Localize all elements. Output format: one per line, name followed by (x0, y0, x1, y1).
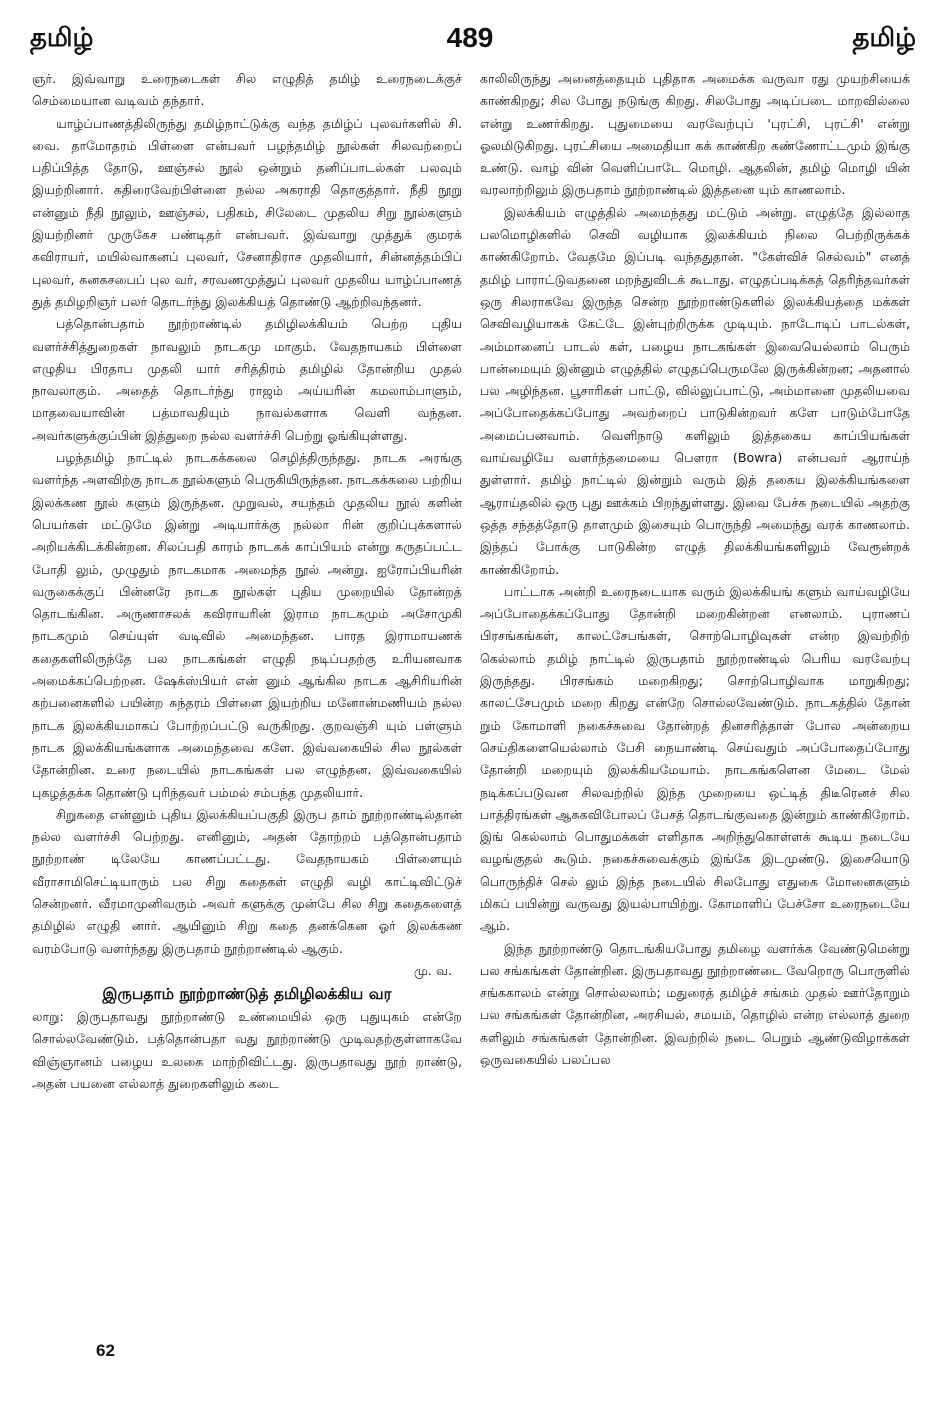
right-column (480, 68, 910, 1330)
running-header-left: தமிழ் (30, 23, 94, 53)
author-signature: மு. வ. (413, 962, 452, 978)
paragraph: பழந்தமிழ் நாட்டில் நாடகக்கலை செழித்திருந்தது. நாடக அரங்கு வளர்ந்த அளவிற்கு நாடக நூல்களும் பெருகியிருந்தன. நாடகக்கலை பற்றிய இலக்கண நூல் களும் இருந்தன. முறுவல், சயந்தம் முதலிய நூல் களின் பெயர்கள் மட்டுமே இன்று அடியார்க்கு நல்லா ரின் குறிப்புக்களால் அறியக்கிடக்கின்றன. சிலப்பதி காரம் நாடகக் காப்பியம் என்று கருதப்பட்ட போதி லும், முழுதும் நாடகமாக அமைந்த நூல் அன்று. ஐரோப்பியரின் வருகைக்குப் பின்னரே நாடக நூல்கள் புதிய முறையில் தோன்றத் தொடங்கின. அருணாசலக் கவிராயரின் இராம நாடகமும் அசோமுகி நாடகமும் செய்யுள் வடிவில் அமைந்தன. பாரத இராமாயணக் கதைகளிலிருந்தே பல நாடகங்கள் எழுதி நடிப்பதற்கு உரியனவாக அமைக்கப்பெற்றன. ஷேக்ஸ்பியர் என் னும் ஆங்கில நாடக ஆசிரியரின் கற்பனைகளில் பயின்ற சுந்தரம் பிள்ளை இயற்றிய மனோன்மணியம் நல்ல நாடக இலக்கியமாகப் போற்றப்பட்டு வருகிறது. குறவஞ்சி யும் பள்ளும் நாடக இலக்கியங்களாக அமைந்தவை களே. இவ்வகையில் சில நூல்கள் தோன்றின. உரை நடையில் நாடகங்கள் பல எழுந்தன. இவ்வகையில் புகழத்தக்க தொண்டு புரிந்தவர் பம்மல் சம்பந்த முதலியார். (32, 450, 462, 800)
paragraph: பத்தொன்பதாம் நூற்றாண்டில் தமிழிலக்கியம் பெற்ற புதிய வளர்ச்சித்துறைகள் நாவலும் நாடகமு மாகும். வேதநாயகம் பிள்ளை எழுதிய பிரதாப முதலி யார் சரித்திரம் தமிழில் தோன்றிய முதல் நாவலாகும். அதைத் தொடர்ந்து ராஜம் அய்யரின் கமலாம்பாளும், மாதவையாவின் பத்மாவதியும் நாவல்களாக வெளி வந்தன. அவர்களுக்குப்பின் இத்துறை நல்ல வளர்ச்சி பெற்று ஓங்கியுள்ளது. (32, 316, 462, 443)
section-heading: இருபதாம் நூற்றாண்டுத் தமிழிலக்கிய வர (102, 985, 392, 1004)
paragraph: இந்த நூற்றாண்டு தொடங்கியபோது தமிழை வளர்க்க வேண்டுமென்று பல சங்கங்கள் தோன்றின. இருபதாவது நூற்றாண்டை வேறொரு பொருளில் சங்ககாலம் என்று சொல்லலாம்; மதுரைத் தமிழ்ச் சங்கம் முதல் ஊர்தோறும் பல சங்கங்கள் தோன்றின, அரசியல், சமயம், தொழில் என்ற எல்லாத் துறை களிலும் சங்கங்கள் தோன்றின. இவற்றில் நடை பெறும் ஆண்டுவிழாக்கள் ஒருவகையில் பலப்பல (480, 940, 910, 1068)
page-number: 489 (446, 22, 494, 53)
paragraph: பாட்டாக அன்றி உரைநடையாக வரும் இலக்கியங் களும் வாய்வழியே அப்போதைக்கப்போது தோன்றி மறைகின்றன எனலாம். புராணப் பிரசங்கங்கள், காலட்சேபங்கள், சொற்பொழிவுகள் என்ற இவற்றிற் கெல்லாம் தமிழ் நாட்டில் இருபதாம் நூற்றாண்டில் பெரிய வரவேற்பு இருந்தது. பிரசங்கம் மறைகிறது; சொற்பொழிவாக மாறுகிறது; காலட்சேபமும் மறை கிறது என்றே சொல்லவேண்டும். நாடகத்தில் தோன் றும் கோமாளி நகைச்சுவை தோன்றத் தினசரித்தாள் போல அன்றைய செய்திகளையெல்லாம் பேசி நையாண்டி செய்வதும் அப்போதைப்போது தோன்றி மறையும் இலக்கியமேயாம். நாடகங்களென மேடை மேல் நடிக்கப்படுவன சிலவற்றில் இந்த முறையை ஒட்டித் திடீரெனச் சில பாத்திரங்கள் ஆசுகவிபோலப் பேசத் தொடங்குவதை இன்றும் காண்கிறோம். இங் கெல்லாம் பொதுமக்கள் எளிதாக அறிந்துகொள்ளக் கூடிய நடையே வழங்குதல் கூடும். நகைச்சுவைக்கும் இங்கே இடமுண்டு. இசையொடு பொருந்திச் செல் லும் இந்த நடையில் சிலபோது எதுகை மோனைகளும் மிகப் பயின்று வருவது இயல்பாயிற்று. கோமாளிப் பேச்சோ உரைநடையே ஆம். (480, 583, 910, 934)
left-column (32, 68, 462, 1330)
paragraph: லாறு: இருபதாவது நூற்றாண்டு உண்மையில் ஒரு புதுயுகம் என்றே சொல்லவேண்டும். பத்தொன்பதா வது நூற்றாண்டு முடிவதற்குள்ளாகவே விஞ்ஞானம் பழைய உலகை மாற்றிவிட்டது. இருபதாவது நூற் றாண்டு, அதன் பயனை எல்லாத் துறைகளிலும் கடை (32, 1009, 462, 1092)
paragraph: காலிலிருந்து அனைத்தையும் புதிதாக அமைக்க வருவா ரது முயற்சியைக் காண்கிறது; சில போது நடுங்கு கிறது. சிலபோது அடிப்படை மாறவில்லை என்று உணர்கிறது. புதுமையை வரவேற்புப் 'புரட்சி, புரட்சி' என்று ஓலமிடுகிறது. புரட்சியை அமைதியா கக் காண்கிற கண்ணோட்டமும் இங்கு உண்டு. வாழ் வின் வெளிப்பாடே மொழி. ஆதலின், தமிழ் மொழி யின் வரலாற்றிலும் இருபதாம் நூற்றாண்டில் இத்தனை யும் காணலாம். (480, 71, 910, 198)
paragraph: இலக்கியம் எழுத்தில் அமைந்தது மட்டும் அன்று. எழுத்தே இல்லாத பலமொழிகளில் செவி வழியாக இலக்கியம் நிலை பெற்றிருக்கக் காண்கிறோம். வேதமே இப்படி வந்ததுதான். "கேள்விச் செல்வம்" எனத் தமிழ் பாராட்டுவதனை மறந்துவிடக் கூடாது. எழுதப்படிக்கத் தெரிந்தவர்கள் ஒரு சிலராகவே இருந்த சென்ற நூற்றாண்டுகளில் இலக்கியத்தை மக்கள் செவிவழியாகக் கேட்டே இன்புற்றிருக்க முடியும். நாடோடிப் பாடல்கள், அம்மானைப் பாடல் கள், பழைய நாடகங்கள் இவையெல்லாம் பெரும் பான்மையும் இன்னும் எழுத்தில் எழுதப்பெருமலே இருக்கின்றன; அதனால் பல அழிந்தன. பூசாரிகள் பாட்டு, வில்லுப்பாட்டு, அம்மானை முதலியவை அப்போதைக்கப்போது அவற்றைப் பாடுகின்றவர் களே பாடும்போதே அமைப்பனவாம். வெளிநாடு களிலும் இத்தகைய காப்பியங்கள் வாய்வழியே வளர்ந்தமையை பௌரா (Bowra) என்பவர் ஆராய்ந் துள்ளார். தமிழ் நாட்டில் இன்றும் வரும் இத் தகைய இலக்கியங்களை ஆராய்தலில் ஒரு புது ஊக்கம் பிறந்துள்ளது. இவை பேச்சு நடையில் அதற்கு ஒத்த சந்தத்தோடு தாளமும் இசையும் பொருந்தி அமைந்து வரக் காணலாம். இந்தப் போக்கு பாடுகின்ற எழுத் திலக்கியங்களிலும் வேரூன்றக் காண்கிறோம். (480, 204, 910, 577)
footer-number: 62 (96, 1341, 115, 1360)
paragraph: யாழ்ப்பாணத்திலிருந்து தமிழ்நாட்டுக்கு வந்த தமிழ்ப் புலவர்களில் சி. வை. தாமோதரம் பிள்ளை என்பவர் பழந்தமிழ் நூல்கள் சிலவற்றைப் பதிப்பித்த தோடு, ஊஞ்சல் நூல் ஒன்றும் தனிப்பாடல்கள் பலவும் இயற்றினார். கதிரைவேற்பிள்ளை நல்ல அகராதி தொகுத்தார். நீதி நூறு என்னும் நீதி நூலும், ஊஞ்சல், பதிகம், சிலேடை முதலிய சிறு நூல்களும் இயற்றினர் முருகேச பண்டிதர் என்பவர். இவ்வாறு முத்துக் குமரக் கவிராயர், மயில்வாகனப் புலவர், சேனாதிராச முதலியார், சின்னத்தம்பிப் புலவர், கனகசபைப் புல வர், சரவணமுத்துப் புலவர் முதலிய யாழ்ப்பாணத் துத் தமிழறிஞர் பலர் தொடர்ந்து இலக்கியத் தொண்டு ஆற்றிவந்தனர். (32, 115, 462, 309)
running-header-right: தமிழ் (852, 23, 916, 53)
paragraph: சிறுகதை என்னும் புதிய இலக்கியப்பகுதி இருப தாம் நூற்றாண்டில்தான் நல்ல வளர்ச்சி பெற்றது. எனினும், அதன் தோற்றம் பத்தொன்பதாம் நூற்றாண் டிலேயே காணப்பட்டது. வேதநாயகம் பிள்ளையும் வீராசாமிசெட்டியாரும் பல சிறு கதைகள் எழுதி வழி காட்டிவிட்டுச் சென்றனர். வீரமாமுனிவரும் அவர் களுக்கு முன்பே சில சிறு கதைகளைத் தமிழில் எழுதி னார். ஆயினும் சிறு கதை தனக்கென ஓர் இலக்கண வரம்போடு வளர்ந்தது இருபதாம் நூற்றாண்டில் ஆகும். (32, 806, 462, 956)
paragraph: ஞர். இவ்வாறு உரைநடைகள் சில எழுதித் தமிழ் உரைநடைக்குச் செம்மையான வடிவம் தந்தார். (32, 71, 462, 109)
